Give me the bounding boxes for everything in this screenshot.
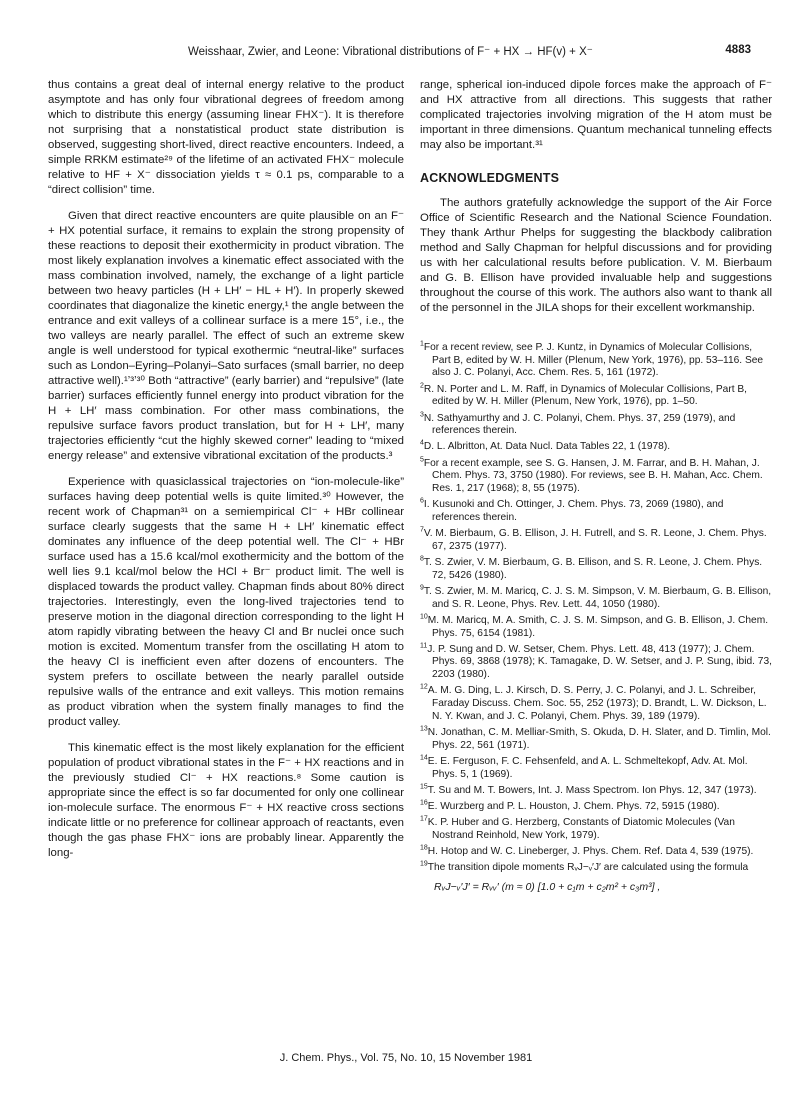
running-title: Weisshaar, Zwier, and Leone: Vibrational distributions of F⁻ + HX → HF(v) + X⁻: [188, 46, 593, 58]
acknowledgments-heading: ACKNOWLEDGMENTS: [420, 171, 560, 185]
reference-item: $^{15}$T. Su and M. T. Bowers, Int. J. Mass Spectrom. Ion Phys. 12, 347 (1973).: [420, 783, 757, 796]
references-list: [420, 342, 772, 894]
reference-item: $^{18}$H. Hotop and W. C. Lineberger, J. Phys. Chem. Ref. Data 4, 539 (1975).: [420, 844, 754, 858]
journal-footer: J. Chem. Phys., Vol. 75, No. 10, 15 November 1981: [279, 1052, 533, 1064]
paragraph: Given that direct reactive encounters are quite plausible on an F⁻ + HX potential surface, it remains to explain the strong propensity of these reactions to deposit their exothermicity in product vibration. The most likely explanation involves a kinematic effect associated with the mass combination involved, namely, the exchange of a light particle between two heavy particles (H + LH′ − HL + H′). In properly skewed coordinates that diagonalize the kinetic energy,¹ the angle between the entrance and exit valleys of a collinear surface is a mere 15°, i.e., the two valleys are nearly parallel. The effect of such an extreme skew angle is well understood for typical exothermic “neutral-like” surfaces such as London–Eyring–Polanyi–Sato surfaces (small barrier, no deep attractive well).¹ʼ³ʼ³⁰ Both “attractive” (early barrier) and “repulsive” (late barrier) surfaces efficiently funnel energy into product vibration for the H + LH′ mass combination. For other mass combinations, the repulsive surface favors product translation, but for H + LH′, many trajectories efficiently “cut the highly skewed corner” leading to “mixed energy release” and extensive vibrational excitation of the products.³: [48, 210, 404, 462]
running-header: [96, 44, 751, 60]
reference-item: $^{16}$E. Wurzberg and P. L. Houston, J. Chem. Phys. 72, 5915 (1980).: [420, 799, 720, 812]
reference-item: $^{14}$E. E. Ferguson, F. C. Fehsenfeld, and A. L. Schmeltekopf, Adv. At. Mol. Phys. 5, 1 (1969).: [420, 754, 748, 780]
formula: RᵥJ−ᵥ′J′ = Rᵥᵥ′ (m ≈ 0) [1.0 + c₁m + c₂m² + c₃m³] ,: [434, 881, 661, 894]
reference-item: $^2$R. N. Porter and L. M. Raff, in Dynamics of Molecular Collisions, Part B, edited by W. H. Miller (Plenum, New York, 1976), pp. 1–50.: [420, 382, 748, 408]
paragraph: Experience with quasiclassical trajectories on “ion-molecule-like” surfaces having deep potential wells is quite limited.³⁰ However, the recent work of Chapman³¹ on a semiempirical Cl⁻ + HBr collinear surface clearly suggests that the same H + LH′ kinematic effect dominates any influence of the deep potential well. The Cl⁻ + HBr surface used has a 15.6 kcal/mol exothermicity and the bottom of the well lies 9.1 kcal/mol below the HCl + Br⁻ product limit. The well is displaced towards the product valley. Chapman finds about 80% direct trajectories. Interestingly, even the long-lived trajectories tend to preserve motion in the diagonal direction corresponding to the light H atom rapidly vibrating between the heavy Cl and Br nuclei once such motion is excited. Momentum transfer from the oscillating H atom to the heavy Cl is inefficient even after dozens of encounters. The system prefers to oscillate between the nearly parallel outside repulsive walls of the entrance and exit valleys. This motion remains as product vibration when the system finally manages to find the product valley.: [48, 476, 404, 728]
paragraph: thus contains a great deal of internal energy relative to the product asymptote and has only four vibrational degrees of freedom among which to distribute this energy (assuming linear FHX⁻). It is therefore not surprising that a nonstatistical product state distribution is observed, suggesting short-lived, direct reactive encounters. Indeed, a simple RRKM estimate²⁹ of the lifetime of an activated FHX⁻ molecule relative to HF + X⁻ dissociation yields τ ≈ 0.1 ps, comparable to a “direct collision” time.: [48, 79, 404, 196]
reference-item: $^1$For a recent review, see P. J. Kuntz, in Dynamics of Molecular Collisions, Part B, edited by W. H. Miller (Plenum, New York, 1976), pp. 53–116. See also J. C. Polanyi, Acc. Chem. Res. 5, 161 (1972).: [420, 340, 764, 379]
reference-item: $^{12}$A. M. G. Ding, L. J. Kirsch, D. S. Perry, J. C. Polanyi, and J. L. Schreiber, Faraday Discuss. Chem. Soc. 55, 252 (1973); D. Brandt, L. W. Dickson, L. N. Y. Kwan, and J. C. Polanyi, Chem. Phys. 39, 189 (1979).: [420, 683, 767, 722]
right-column: [420, 78, 772, 894]
reference-item: $^8$T. S. Zwier, V. M. Bierbaum, G. B. Ellison, and S. R. Leone, J. Chem. Phys. 72, 5426 (1980).: [420, 555, 763, 581]
acknowledgments-text: The authors gratefully acknowledge the support of the Air Force Office of Scientific Research and the National Science Foundation. They thank Arthur Phelps for suggesting the blackbody calibration method and Sally Chapman for helpful discussions and for providing us with her calculational results before publication. V. M. Bierbaum and G. B. Ellison have provided invaluable help and suggestions throughout the course of this work. The authors also want to thank all of the personnel in the JILA shops for their excellent workmanship.: [420, 197, 772, 314]
reference-item: $^7$V. M. Bierbaum, G. B. Ellison, J. H. Futrell, and S. R. Leone, J. Chem. Phys. 67, 2375 (1977).: [420, 526, 767, 552]
reference-item: $^6$I. Kusunoki and Ch. Ottinger, J. Chem. Phys. 73, 2069 (1980), and references therein.: [420, 497, 724, 523]
reference-item: $^{13}$N. Jonathan, C. M. Melliar-Smith, S. Okuda, D. H. Slater, and D. Timlin, Mol. Phys. 22, 561 (1971).: [420, 725, 771, 751]
reference-item: $^3$N. Sathyamurthy and J. C. Polanyi, Chem. Phys. 37, 259 (1979), and references therein.: [420, 411, 736, 437]
reference-item: $^4$D. L. Albritton, At. Data Nucl. Data Tables 22, 1 (1978).: [420, 440, 671, 453]
reference-item: $^{10}$M. M. Maricq, M. A. Smith, C. J. S. M. Simpson, and G. B. Ellison, J. Chem. Phys. 75, 6154 (1981).: [420, 613, 769, 639]
reference-item: $^{19}$The transition dipole moments RᵥJ−ᵥ′J′ are calculated using the formula: [420, 860, 749, 874]
reference-item: $^{11}$J. P. Sung and D. W. Setser, Chem. Phys. Lett. 48, 413 (1977); J. Chem. Phys. 69, 3868 (1978); K. Tamagake, D. W. Setser, and J. P. Sung, ibid. 73, 2203 (1980).: [420, 642, 772, 681]
reference-item: $^{17}$K. P. Huber and G. Herzberg, Constants of Diatomic Molecules (Van Nostrand Reinhold, New York, 1979).: [420, 815, 735, 841]
page-number: 4883: [725, 44, 751, 56]
paragraph: range, spherical ion-induced dipole forces make the approach of F⁻ and HX attractive from all directions. This suggests that rather complicated trajectories involving migration of the H atom must be important in three dimensions. Quantum mechanical tunneling effects may also be important.³¹: [420, 79, 772, 151]
paragraph: This kinematic effect is the most likely explanation for the efficient population of product vibrational states in the F⁻ + HX reactions and in the previously studied Cl⁻ + HX reactions.⁸ Some caution is appropriate since the effect is so far documented for only one collinear ion-molecule surface. The enormous F⁻ + HX reactive cross sections indicate little or no preference for collinear approach of reactants, even though the gas phase FHX⁻ ions are probably linear. Apparently the long-: [48, 742, 404, 859]
reference-item: $^9$T. S. Zwier, M. M. Maricq, C. J. S. M. Simpson, V. M. Bierbaum, G. B. Ellison, and S. R. Leone, Phys. Rev. Lett. 44, 1050 (1980).: [420, 584, 772, 610]
reference-item: $^5$For a recent example, see S. G. Hansen, J. M. Farrar, and B. H. Mahan, J. Chem. Phys. 73, 3750 (1980). For reviews, see B. H. Mahan, Acc. Chem. Res. 1, 217 (1968); 8, 55 (1975).: [420, 456, 763, 495]
left-column: [48, 78, 404, 861]
